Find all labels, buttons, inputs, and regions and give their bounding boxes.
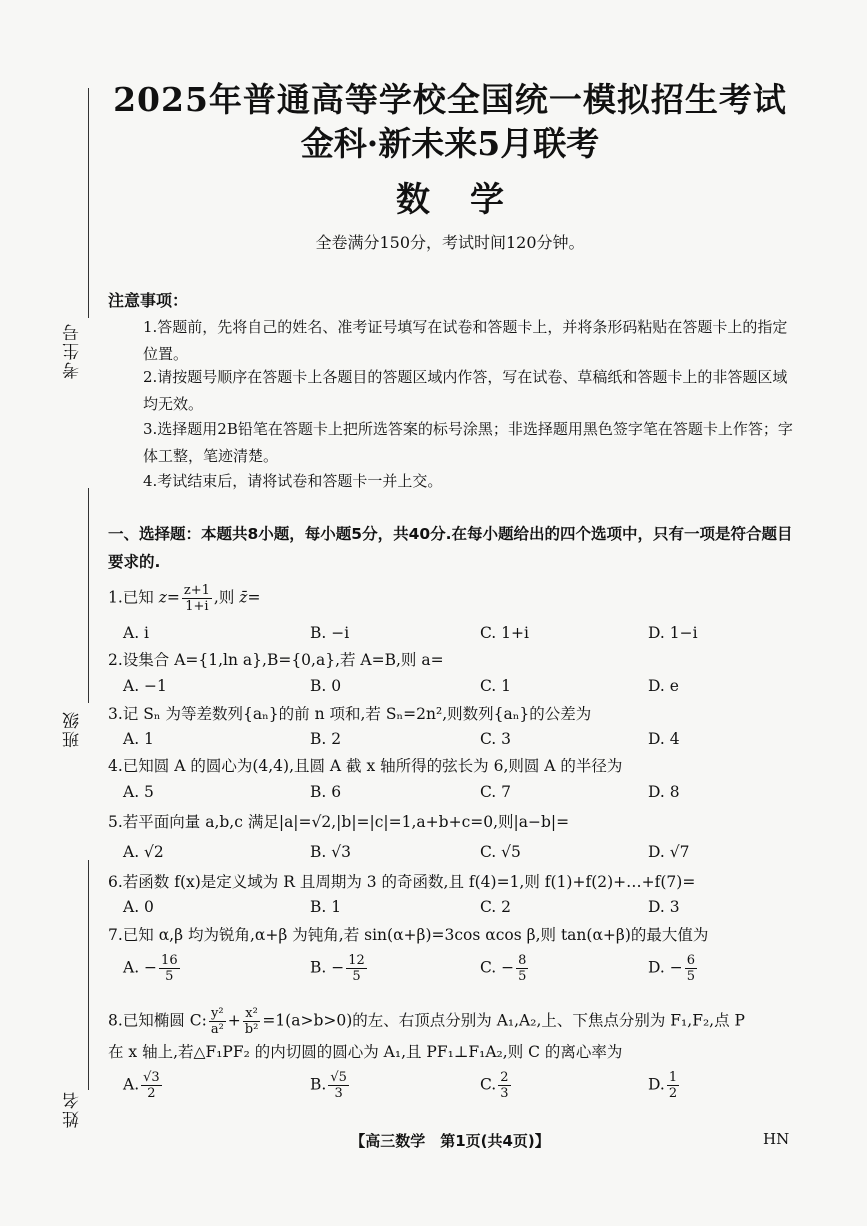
question-1: 1.已知 z= $\frac{z+1}{1+i}$ ,则 z̄= [108, 583, 261, 614]
question-5: 5.若平面向量 a,b,c 满足|a|=√2,|b|=|c|=1,a+b+c=0,则|a−b|= [108, 813, 570, 831]
option-d[interactable]: D. √7 [648, 843, 690, 861]
exam-number-label: 考生号 [63, 322, 83, 379]
option-c[interactable]: C. 7 [480, 783, 512, 801]
exam-info: 全卷满分150分，考试时间120分钟。 [315, 233, 585, 252]
math-expr: z= [158, 588, 180, 607]
option-c[interactable]: C. 1 [480, 677, 512, 695]
note-item: 1.答题前，先将自己的姓名、准考证号填写在试卷和答题卡上，并将条形码粘贴在答题卡上的指定位置。 [143, 318, 788, 363]
option-d[interactable]: D. e [648, 677, 679, 695]
option-a[interactable]: A. √2 [123, 843, 164, 861]
option-c[interactable]: C. $\frac{2}{3}$ [480, 1070, 509, 1101]
option-c[interactable]: C. 2 [480, 898, 512, 916]
note-item: 2.请按题号顺序在答题卡上各题目的答题区域内作答，写在试卷、草稿纸和答题卡上的非答题区域均无效。 [143, 368, 788, 413]
question-3: 3.记 Sₙ 为等差数列{aₙ}的前 n 项和,若 Sₙ=2n²,则数列{aₙ}的公差为 [108, 705, 592, 723]
question-8-line2: 在 x 轴上,若△F₁PF₂ 的内切圆的圆心为 A₁,且 PF₁⊥F₁A₂,则 C 的离心率为 [108, 1043, 623, 1061]
question-4: 4.已知圆 A 的圆心为(4,4),且圆 A 截 x 轴所得的弦长为 6,则圆 A 的半径为 [108, 757, 623, 775]
question-6: 6.若函数 f(x)是定义域为 R 且周期为 3 的奇函数,且 f(4)=1,则 f(1)+f(2)+…+f(7)= [108, 873, 696, 891]
fraction: $\frac{1}{2}$ [668, 1070, 678, 1101]
option-a[interactable]: A. −1 [123, 677, 167, 695]
math-expr: z̄= [239, 588, 261, 607]
option-b[interactable]: B. −i [310, 624, 350, 642]
exam-subtitle: 金科·新未来5月联考 [300, 124, 600, 163]
question-7: 7.已知 α,β 均为锐角,α+β 为钝角,若 sin(α+β)=3cos αcos β,则 tan(α+β)的最大值为 [108, 926, 709, 944]
fraction: $\frac{16}{5}$ [161, 953, 178, 984]
fraction: $\frac{6}{5}$ [686, 953, 695, 984]
exam-title: 2025年普通高等学校全国统一模拟招生考试 [113, 80, 787, 119]
name-label: 姓名 [63, 1090, 83, 1128]
region-code: HN [763, 1130, 790, 1148]
fraction: $\frac{z+1}{1+i}$ [183, 583, 210, 614]
fraction: $\frac{√5}{3}$ [330, 1070, 347, 1101]
option-c[interactable]: C. − $\frac{8}{5}$ [480, 953, 527, 984]
option-d[interactable]: D. 8 [648, 783, 680, 801]
option-b[interactable]: B. 6 [310, 783, 342, 801]
binding-line-3 [88, 860, 89, 1090]
question-8: 8.已知椭圆 C: $\frac{\text{y²}}{\text{a²}}$ + $\frac{\text{x²}}{\text{b²}}$ =1(a>b>0)的左、右顶点分别为 A₁,A₂,上、下焦点分别为 F₁,F₂,点 P [108, 1006, 745, 1037]
fraction: $\frac{\text{x²}}{\text{b²}}$ [244, 1006, 259, 1037]
fraction: $\frac{2}{3}$ [500, 1070, 509, 1101]
binding-line-2 [88, 488, 89, 703]
question-stem: 1.已知 [108, 588, 154, 607]
option-d[interactable]: D. 1−i [648, 624, 698, 642]
note-item: 4.考试结束后，请将试卷和答题卡一并上交。 [143, 472, 443, 490]
fraction: $\frac{12}{5}$ [348, 953, 365, 984]
option-d[interactable]: D. $\frac{1}{2}$ [648, 1070, 678, 1101]
fraction: $\frac{√3}{2}$ [143, 1070, 160, 1101]
option-a[interactable]: A. $\frac{√3}{2}$ [123, 1070, 160, 1101]
option-b[interactable]: B. 0 [310, 677, 342, 695]
note-item: 3.选择题用2B铅笔在答题卡上把所选答案的标号涂黑；非选择题用黑色签字笔在答题卡上作答；字体工整，笔迹清楚。 [143, 420, 793, 465]
option-d[interactable]: D. 4 [648, 730, 680, 748]
option-b[interactable]: B. $\frac{√5}{3}$ [310, 1070, 347, 1101]
subject-title: 数学 [396, 180, 544, 220]
option-a[interactable]: A. 0 [123, 898, 154, 916]
notes-heading: 注意事项： [108, 291, 189, 310]
option-c[interactable]: C. 3 [480, 730, 512, 748]
option-a[interactable]: A. 1 [123, 730, 154, 748]
option-d[interactable]: D. 3 [648, 898, 680, 916]
option-a[interactable]: A. 5 [123, 783, 154, 801]
option-d[interactable]: D. − $\frac{6}{5}$ [648, 953, 695, 984]
option-a[interactable]: A. i [123, 624, 150, 642]
class-label: 班级 [63, 710, 83, 748]
option-b[interactable]: B. − $\frac{12}{5}$ [310, 953, 365, 984]
fraction: $\frac{8}{5}$ [518, 953, 527, 984]
section-heading: 一、选择题：本题共8小题，每小题5分，共40分.在每小题给出的四个选项中，只有一项是符合题目要求的. [108, 525, 793, 571]
option-b[interactable]: B. 2 [310, 730, 342, 748]
page-footer: 【高三数学 第1页(共4页)】 [350, 1132, 550, 1150]
option-c[interactable]: C. √5 [480, 843, 521, 861]
option-b[interactable]: B. √3 [310, 843, 351, 861]
option-b[interactable]: B. 1 [310, 898, 342, 916]
question-2: 2.设集合 A={1,ln a},B={0,a},若 A=B,则 a= [108, 651, 444, 669]
option-c[interactable]: C. 1+i [480, 624, 529, 642]
option-a[interactable]: A. − $\frac{16}{5}$ [123, 953, 178, 984]
fraction: $\frac{\text{y²}}{\text{a²}}$ [210, 1006, 224, 1037]
